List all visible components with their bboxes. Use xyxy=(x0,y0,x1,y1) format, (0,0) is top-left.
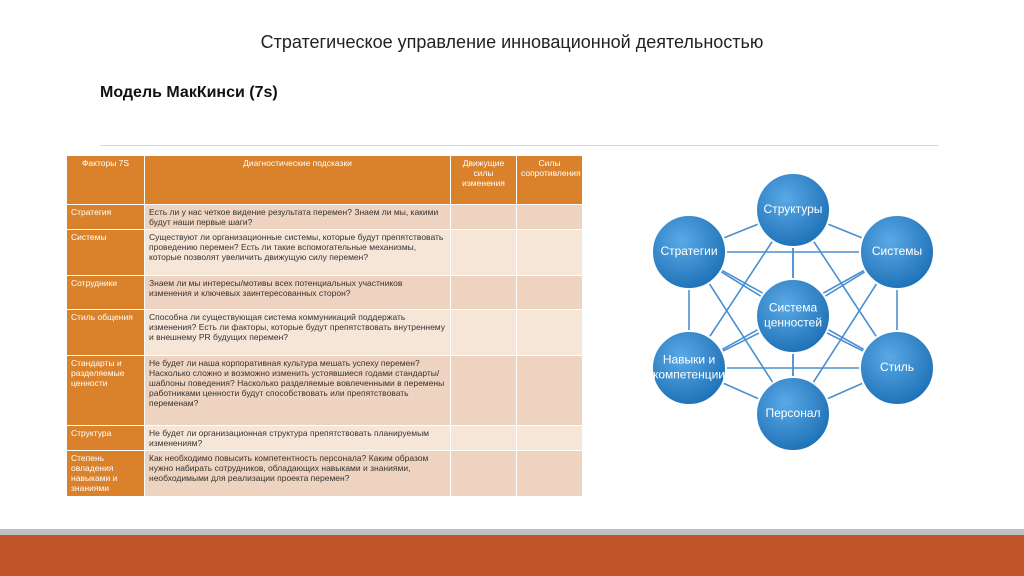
table-row xyxy=(67,276,583,310)
resistance-forces-cell xyxy=(517,205,583,230)
node-label: Стиль xyxy=(879,360,915,375)
hint-cell: Способна ли существующая система коммуникаций поддержать изменения? Есть ли факторы, которые будут препятствовать внутреннему и внешнему PR будущих перемен? xyxy=(145,310,451,356)
node-strategies xyxy=(652,215,726,289)
resistance-forces-cell xyxy=(517,451,583,497)
hint-cell: Знаем ли мы интересы/мотивы всех потенциальных участников изменения и ключевых заинтересованных сторон? xyxy=(145,276,451,310)
slide-subtitle: Модель МакКинси (7s) xyxy=(100,84,278,101)
hint-cell: Существуют ли организационные системы, которые будут препятствовать проведению перемен? Есть ли такие вспомогательные механизмы, которые позволят увеличить движущую силу перемен? xyxy=(145,230,451,276)
driving-forces-cell xyxy=(451,426,517,451)
node-values xyxy=(756,279,830,353)
driving-forces-cell xyxy=(451,451,517,497)
driving-forces-cell xyxy=(451,276,517,310)
resistance-forces-cell xyxy=(517,356,583,426)
table-row xyxy=(67,451,583,497)
factor-cell: Степень овладения навыками и знаниями xyxy=(67,451,145,497)
table-row xyxy=(67,230,583,276)
hint-cell: Как необходимо повысить компетентность персонала? Каким образом нужно набирать сотрудников, обладающих навыками и знаниями, необходимыми для реализации проекта перемен? xyxy=(145,451,451,497)
diagram-nodes xyxy=(652,173,934,451)
node-label: Структуры xyxy=(763,202,823,217)
node-systems xyxy=(860,215,934,289)
mckinsey-7s-diagram xyxy=(640,168,940,468)
factor-cell: Стиль общения xyxy=(67,310,145,356)
table-row xyxy=(67,426,583,451)
factor-cell: Структура xyxy=(67,426,145,451)
node-personnel xyxy=(756,377,830,451)
node-label: Стратегии xyxy=(660,244,718,259)
node-label: Система xyxy=(768,300,818,315)
factor-cell: Стандарты и разделяемые ценности xyxy=(67,356,145,426)
factor-cell: Сотрудники xyxy=(67,276,145,310)
column-header: Диагностические подсказки xyxy=(145,156,451,205)
node-structures xyxy=(756,173,830,247)
driving-forces-cell xyxy=(451,205,517,230)
resistance-forces-cell xyxy=(517,310,583,356)
driving-forces-cell xyxy=(451,230,517,276)
table-row xyxy=(67,356,583,426)
column-header: Силы сопротивления xyxy=(517,156,583,205)
resistance-forces-cell xyxy=(517,230,583,276)
resistance-forces-cell xyxy=(517,276,583,310)
footer-bar xyxy=(0,535,1024,576)
node-skills xyxy=(652,331,726,405)
factor-cell: Системы xyxy=(67,230,145,276)
node-label: Персонал xyxy=(765,406,821,421)
driving-forces-cell xyxy=(451,356,517,426)
hint-cell: Не будет ли наша корпоративная культура мешать успеху перемен? Насколько сложно и возможно изменить устоявшиеся годами стандарты/шаблоны поведения? Насколько разделяемые вовлеченными в перемены работниками ценности будут способствовать или препятствовать переменам? xyxy=(145,356,451,426)
hint-cell: Есть ли у нас четкое видение результата перемен? Знаем ли мы, какими будут наши первые шаги? xyxy=(145,205,451,230)
resistance-forces-cell xyxy=(517,426,583,451)
node-label: ценностей xyxy=(763,315,823,330)
column-header: Движущие силы изменения xyxy=(451,156,517,205)
slide-title: Стратегическое управление инновационной деятельностью xyxy=(260,32,764,52)
divider xyxy=(100,145,938,146)
table-row xyxy=(67,310,583,356)
node-label: Системы xyxy=(871,244,923,259)
node-style xyxy=(860,331,934,405)
factor-cell: Стратегия xyxy=(67,205,145,230)
node-label: компетенции xyxy=(652,367,726,382)
node-label: Навыки и xyxy=(662,352,716,367)
column-header: Факторы 7S xyxy=(67,156,145,205)
table-row xyxy=(67,205,583,230)
table-header-row xyxy=(67,156,583,205)
driving-forces-cell xyxy=(451,310,517,356)
hint-cell: Не будет ли организационная структура препятствовать планируемым изменениям? xyxy=(145,426,451,451)
diagnostic-table xyxy=(66,155,583,497)
